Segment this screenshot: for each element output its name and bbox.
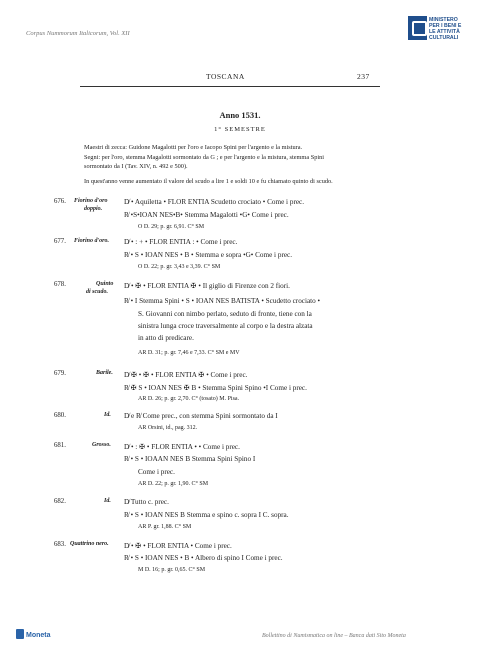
entry-number: 683. [54, 541, 66, 548]
reverse-description: S. Giovanni con nimbo perlato, seduto di fronte, tiene con la [138, 310, 312, 318]
intro-line: Segni: per l'oro, stemma Magalotti sormontato da G ; e per l'argento e la mistura, stemma Spini [84, 154, 324, 161]
reverse-line: R̸ •S•IOAN NES•B• Stemma Magalotti •G• Come i prec. [124, 211, 289, 219]
moneta-logo: Moneta [26, 632, 51, 639]
footer-credit: Bollettino di Numismatica on line – Banca dati Sito Moneta [262, 633, 406, 639]
entry-reference: M D. 16; p. gr. 0,65. C° SM [138, 567, 206, 573]
reverse-line: R̸ ✠ S • IOAN NES ✠ B • Stemma Spini Spino •I Come i prec. [124, 384, 307, 392]
entry-reference: AR D. 31; p. gr. 7,46 e 7,33. C° SM e MV [138, 350, 240, 356]
entry-number: 677. [54, 238, 66, 245]
entry-denomination: Id. [104, 498, 111, 504]
page-number: 237 [357, 72, 370, 81]
reverse-line: R̸ • S • IOAAN NES B Stemma Spini Spino I [124, 455, 256, 463]
reverse-description: in atto di predicare. [138, 334, 194, 342]
running-title: TOSCANA [206, 72, 245, 81]
year-heading: Anno 1531. [219, 110, 261, 120]
reverse-line: R̸ • S • IOAN NES • B • Albero di spino I Come i prec. [124, 554, 283, 562]
entry-number: 682. [54, 498, 66, 505]
entry-denomination: Fiorino d'oro. [74, 238, 110, 244]
obverse-line: D̸ • Aquiletta • FLOR ENTIA Scudetto crociato • Come i prec. [124, 198, 305, 206]
entry-reference: O D. 22; p. gr. 3,43 e 3,39. C° SM [138, 264, 221, 270]
moneta-logo-icon [16, 629, 24, 639]
entry-denomination: Barile. [96, 370, 113, 376]
reverse-line: R̸ • S • IOAN NES • B • Stemma e sopra •G• Come i prec. [124, 251, 293, 259]
reverse-description: sinistra lunga croce traversalmente al corpo e la destra alzata [138, 322, 313, 330]
obverse-line: D̸ • ✠ • FLOR ENTIA • Come i prec. [124, 542, 232, 550]
header-rule [80, 86, 380, 87]
obverse-line: D̸ • : + • FLOR ENTIA : • Come i prec. [124, 238, 238, 246]
obverse-line: D̸ • ✠ • FLOR ENTIA ✠ • Il giglio di Firenze con 2 fiori. [124, 282, 290, 290]
entry-denomination: Quinto [96, 281, 114, 287]
entry-reference: AR D. 22; p. gr. 1,90. C° SM [138, 481, 209, 487]
entry-number: 679. [54, 370, 66, 377]
reverse-line: R̸ • S • IOAN NES B Stemma e spino c. sopra I C. sopra. [124, 511, 289, 519]
series-title: Corpus Nummorum Italicorum, Vol. XII [26, 30, 130, 37]
entry-number: 676. [54, 198, 66, 205]
reverse-line: R̸ • I Stemma Spini • S • IOAN NES BATISTA • Scudetto crociato • [124, 297, 321, 305]
obverse-reverse-line: D̸ e R̸ Come prec., con stemma Spini sormontato da I [124, 412, 278, 420]
obverse-line: D̸ ✠ • ✠ • FLOR ENTIA ✠ • Come i prec. [124, 371, 248, 379]
entry-denomination: di scudo. [86, 289, 109, 295]
entry-denomination: Grosso. [92, 442, 111, 448]
entry-reference: AR D. 26; p. gr. 2,70. C° (tosato) M. Pisa. [138, 396, 240, 402]
reverse-description: Come i prec. [138, 468, 175, 476]
entry-denomination: Id. [104, 412, 111, 418]
intro-line: sormontato da I (Tav. XIV, n. 492 e 500). [84, 163, 188, 170]
entry-number: 681. [54, 442, 66, 449]
entry-denomination: doppio. [84, 206, 103, 212]
ministry-logo-text: MINISTERO PER I BENI E LE ATTIVITÀ CULTURALI [429, 17, 462, 41]
entry-reference: AR Orsini, id., pag. 312. [138, 425, 198, 431]
entry-reference: O D. 29; p. gr. 6,91. C° SM [138, 224, 205, 230]
intro-line: Maestri di zecca: Guidone Magalotti per l'oro e Iacopo Spini per l'argento e la mistura. [84, 144, 303, 151]
obverse-line: D̸ Tutto c. prec. [124, 498, 169, 506]
entry-number: 680. [54, 412, 66, 419]
intro-line: In quest'anno venne aumentato il valore del scudo a lire 1 e soldi 10 e fu chiamato quinto di scudo. [84, 178, 333, 185]
entry-denomination: Quattrino nero. [70, 541, 109, 547]
ministry-logo [408, 16, 468, 42]
semester-heading: 1° SEMESTRE [214, 126, 266, 133]
obverse-line: D̸ • : ✠ • FLOR ENTIA • • Come i prec. [124, 443, 240, 451]
ministry-emblem-icon [408, 16, 427, 40]
entry-number: 678. [54, 281, 66, 288]
entry-reference: AR P. gr. 1,88. C° SM [138, 524, 192, 530]
entry-denomination: Fiorino d'oro [74, 198, 108, 204]
